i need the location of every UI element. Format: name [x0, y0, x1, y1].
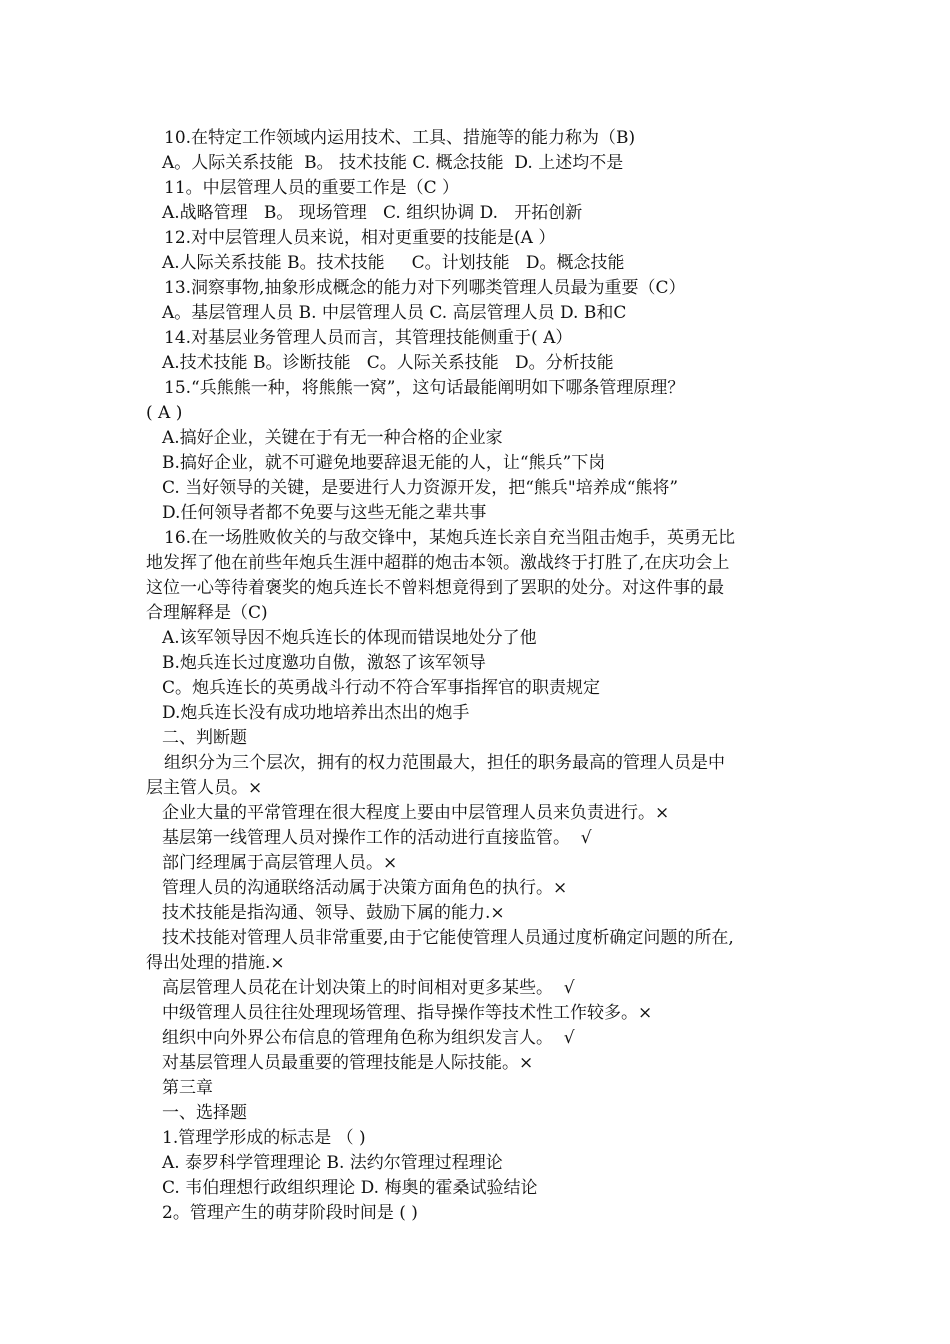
section-heading-judgment: 二、判断题 [162, 728, 247, 748]
question-16-option-c: C。炮兵连长的英勇战斗行动不符合军事指挥官的职责规定 [162, 678, 601, 698]
question-16-cont-3: 合理解释是（C) [146, 603, 268, 623]
judgment-7-cont: 得出处理的措施.× [146, 953, 285, 973]
question-16-cont-1: 地发挥了他在前些年炮兵生涯中超群的炮击本领。激战终于打胜了,在庆功会上 [146, 553, 730, 573]
question-12-options: A.人际关系技能 B。技术技能 C。计划技能 D。概念技能 [162, 253, 625, 273]
judgment-1-cont: 层主管人员。× [146, 778, 263, 798]
choice-question-1: 1.管理学形成的标志是 （ ) [162, 1128, 366, 1148]
question-10-options: A。人际关系技能 B。 技术技能 C. 概念技能 D. 上述均不是 [162, 153, 624, 173]
judgment-10: 组织中向外界公布信息的管理角色称为组织发言人。 √ [162, 1028, 575, 1048]
question-16-option-b: B.炮兵连长过度邀功自傲，激怒了该军领导 [162, 653, 486, 673]
judgment-1: 组织分为三个层次，拥有的权力范围最大，担任的职务最高的管理人员是中 [164, 753, 725, 773]
choice-question-1-options-ab: A. 泰罗科学管理理论 B. 法约尔管理过程理论 [162, 1153, 503, 1173]
judgment-5: 管理人员的沟通联络活动属于决策方面角色的执行。× [162, 878, 568, 898]
judgment-3: 基层第一线管理人员对操作工作的活动进行直接监管。 √ [162, 828, 592, 848]
judgment-2: 企业大量的平常管理在很大程度上要由中层管理人员来负责进行。× [162, 803, 670, 823]
judgment-6: 技术技能是指沟通、领导、鼓励下属的能力.× [162, 903, 505, 923]
question-15-option-d: D.任何领导者都不免要与这些无能之辈共事 [162, 503, 487, 523]
question-13-options: A。基层管理人员 B. 中层管理人员 C. 高层管理人员 D. B和C [162, 303, 627, 323]
judgment-7: 技术技能对管理人员非常重要,由于它能使管理人员通过度析确定问题的所在, [162, 928, 734, 948]
question-16-option-d: D.炮兵连长没有成功地培养出杰出的炮手 [162, 703, 470, 723]
section-heading-choice: 一、选择题 [162, 1103, 247, 1123]
judgment-11: 对基层管理人员最重要的管理技能是人际技能。× [162, 1053, 534, 1073]
question-15-option-c: C. 当好领导的关键，是要进行人力资源开发，把“熊兵"培养成“熊将” [162, 478, 679, 498]
question-13: 13.洞察事物,抽象形成概念的能力对下列哪类管理人员最为重要（C） [164, 278, 686, 298]
question-15-option-b: B.搞好企业，就不可避免地要辞退无能的人，让“熊兵”下岗 [162, 453, 606, 473]
question-15-option-a: A.搞好企业，关键在于有无一种合格的企业家 [162, 428, 503, 448]
question-15: 15.“兵熊熊一种，将熊熊一窝”，这句话最能阐明如下哪条管理原理？ [164, 378, 685, 398]
choice-question-2: 2。管理产生的萌芽阶段时间是 ( ) [162, 1203, 418, 1223]
question-14-options: A.技术技能 B。诊断技能 C。人际关系技能 D。分析技能 [162, 353, 614, 373]
question-15-answer: ( A ) [146, 403, 183, 423]
question-10: 10.在特定工作领域内运用技术、工具、措施等的能力称为（B) [164, 128, 636, 148]
chapter-heading: 第三章 [162, 1078, 213, 1098]
question-16-option-a: A.该军领导因不炮兵连长的体现而错误地处分了他 [162, 628, 537, 648]
question-12: 12.对中层管理人员来说，相对更重要的技能是(A ） [164, 228, 556, 248]
question-11-options: A.战略管理 B。 现场管理 C. 组织协调 D. 开拓创新 [162, 203, 583, 223]
document-body [146, 126, 810, 1226]
judgment-8: 高层管理人员花在计划决策上的时间相对更多某些。 √ [162, 978, 575, 998]
question-11: 11。中层管理人员的重要工作是（C ） [164, 178, 460, 198]
question-16: 16.在一场胜败攸关的与敌交锋中，某炮兵连长亲自充当阻击炮手，英勇无比 [164, 528, 736, 548]
question-14: 14.对基层业务管理人员而言，其管理技能侧重于( A） [164, 328, 573, 348]
choice-question-1-options-cd: C. 韦伯理想行政组织理论 D. 梅奥的霍桑试验结论 [162, 1178, 538, 1198]
judgment-4: 部门经理属于高层管理人员。× [162, 853, 398, 873]
question-16-cont-2: 这位一心等待着褒奖的炮兵连长不曾料想竟得到了罢职的处分。对这件事的最 [146, 578, 724, 598]
judgment-9: 中级管理人员往往处理现场管理、指导操作等技术性工作较多。× [162, 1003, 653, 1023]
